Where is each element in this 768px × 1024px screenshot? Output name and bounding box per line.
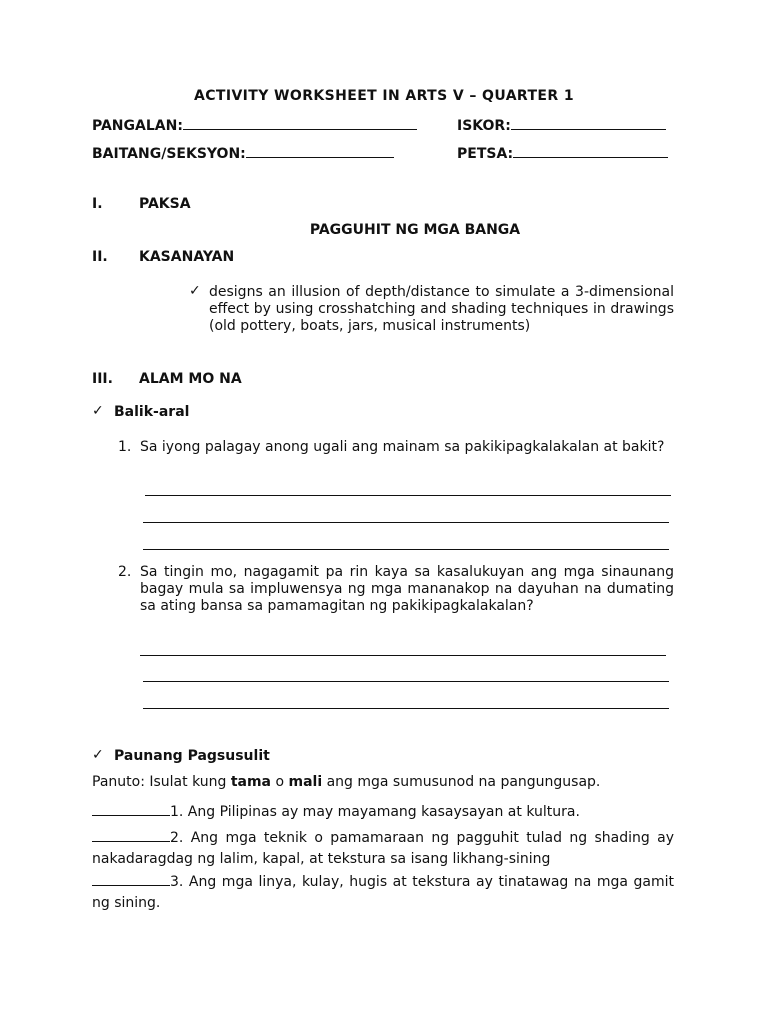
section-3-title: ALAM MO NA (139, 371, 242, 387)
answer-line[interactable] (143, 681, 669, 682)
paunang-title: Paunang Pagsusulit (114, 748, 270, 764)
section-3-number: III. (92, 371, 113, 387)
quiz-item-text: 2. Ang mga teknik o pamamaraan ng pagguhit tulad ng shading ay nakadaragdag ng lalim, kapal, at tekstura sa isang likhang-sining (92, 830, 674, 867)
pangalan-field[interactable] (92, 115, 417, 134)
panuto-suffix: ang mga sumusunod na pangungusap. (322, 774, 601, 790)
panuto-text (92, 774, 600, 790)
balik-aral-title: Balik-aral (114, 404, 190, 420)
quiz-item-text: 1. Ang Pilipinas ay may mayamang kasaysayan at kultura. (170, 804, 580, 820)
section-1-title: PAKSA (139, 196, 191, 212)
check-icon: ✓ (189, 283, 201, 299)
section-2-title: KASANAYAN (139, 249, 235, 265)
quiz-item (92, 871, 674, 914)
baitang-field[interactable] (92, 143, 394, 162)
pangalan-label: PANGALAN: (92, 118, 183, 134)
answer-line[interactable] (143, 708, 669, 709)
answer-blank[interactable] (92, 871, 170, 886)
section-2-number: II. (92, 249, 108, 265)
iskor-blank[interactable] (511, 115, 666, 130)
answer-blank[interactable] (92, 827, 170, 842)
petsa-blank[interactable] (513, 143, 668, 158)
answer-line[interactable] (145, 495, 671, 496)
quiz-item (92, 827, 674, 870)
answer-blank[interactable] (92, 801, 170, 816)
check-icon: ✓ (92, 747, 104, 763)
answer-line[interactable] (143, 522, 669, 523)
quiz-item-text: 3. Ang mga linya, kulay, hugis at tekstura ay tinatawag na mga gamit ng sining. (92, 874, 674, 911)
iskor-label: ISKOR: (457, 118, 511, 134)
baitang-label: BAITANG/SEKSYON: (92, 146, 246, 162)
quiz-item (92, 801, 674, 823)
question-1-text: Sa iyong palagay anong ugali ang mainam sa pakikipagkalakalan at bakit? (140, 439, 665, 455)
mali-word: mali (288, 774, 323, 790)
answer-line[interactable] (140, 655, 666, 656)
tama-word: tama (230, 774, 272, 790)
topic-title: PAGGUHIT NG MGA BANGA (309, 222, 521, 238)
petsa-field[interactable] (457, 143, 668, 162)
check-icon: ✓ (92, 403, 104, 419)
question-2-text: Sa tingin mo, nagagamit pa rin kaya sa kasalukuyan ang mga sinaunang bagay mula sa impluwensya ng mga mananakop na dayuhan na dumating sa ating bansa sa pamamagitan ng pakikipagkalakalan? (140, 564, 674, 614)
worksheet-title: ACTIVITY WORKSHEET IN ARTS V – QUARTER 1 (193, 88, 574, 104)
panuto-prefix: Panuto: Isulat kung (92, 774, 231, 790)
petsa-label: PETSA: (457, 146, 514, 162)
question-2-number: 2. (118, 564, 132, 580)
question-1-number: 1. (118, 439, 132, 455)
pangalan-blank[interactable] (183, 115, 417, 130)
answer-line[interactable] (143, 549, 669, 550)
section-1-number: I. (92, 196, 103, 212)
iskor-field[interactable] (457, 115, 666, 134)
panuto-or: o (271, 774, 289, 790)
baitang-blank[interactable] (246, 143, 394, 158)
kasanayan-text: designs an illusion of depth/distance to simulate a 3-dimensional effect by using crosshatching and shading techniques in drawings (old pottery, boats, jars, musical instruments) (209, 284, 674, 334)
